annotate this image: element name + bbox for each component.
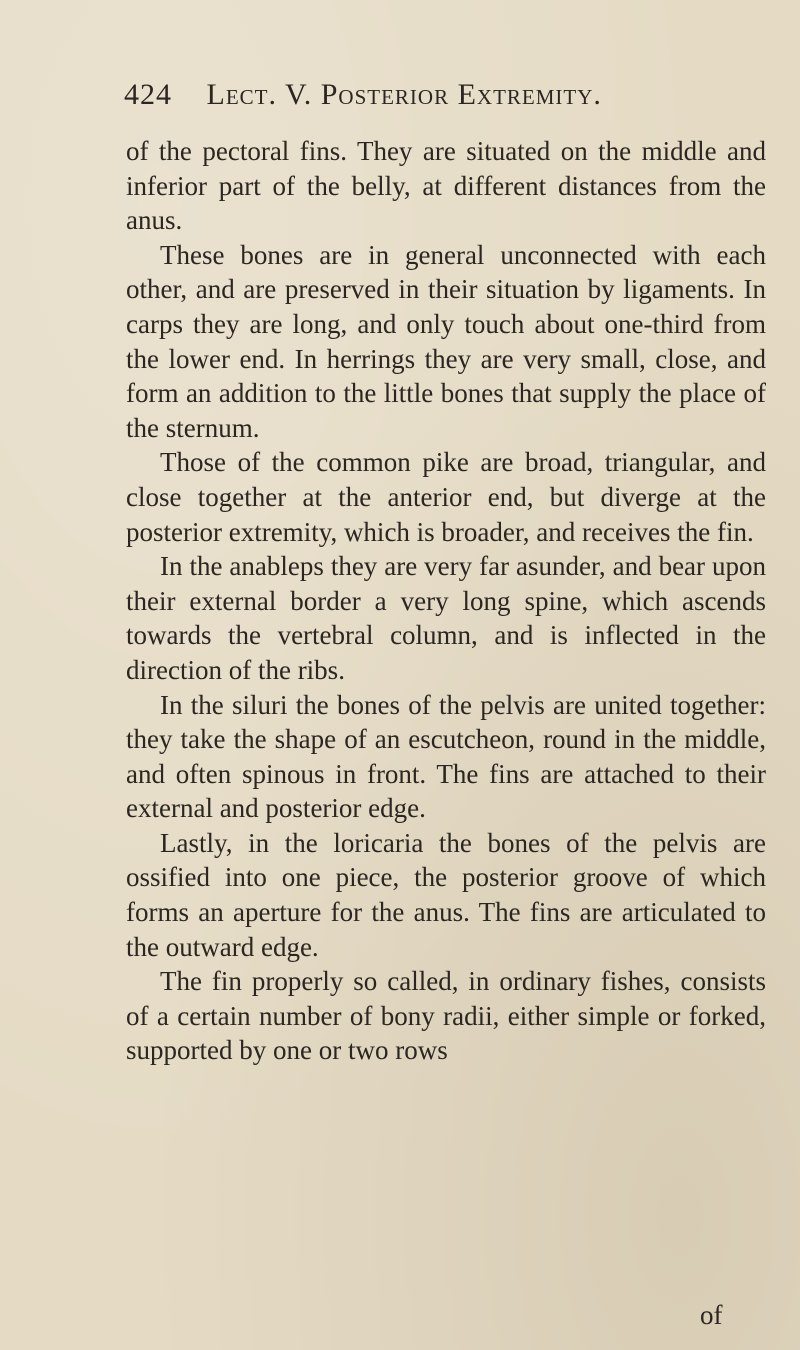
running-title: Lect. V. Posterior Extremity. [206, 78, 602, 111]
page-number: 424 [124, 78, 172, 111]
paragraph: Lastly, in the loricaria the bones of the pelvis are ossified into one piece, the posterior groove of which forms an aperture for the anus. The fins are articulated to the outward edge. [126, 827, 766, 962]
catchword: of [700, 1300, 723, 1330]
paragraph: The fin properly so called, in ordinary fishes, consists of a certain number of bony radii, either simple or forked, supported by one or two rows [126, 966, 766, 1066]
paragraph: of the pectoral fins. They are situated on the middle and inferior part of the belly, at different distances from the anus. [126, 136, 766, 236]
running-header [124, 78, 744, 112]
paragraph: Those of the common pike are broad, triangular, and close together at the anterior end, but diverge at the posterior extremity, which is broader, and receives the fin. [126, 447, 766, 547]
paragraph: In the siluri the bones of the pelvis are united together: they take the shape of an escutcheon, round in the middle, and often spinous in front. The fins are attached to their external and posterior edge. [126, 689, 766, 824]
body-text [126, 134, 766, 1068]
paragraph: In the anableps they are very far asunder, and bear upon their external border a very long spine, which ascends towards the vertebral column, and is inflected in the direction of the ribs. [126, 551, 766, 685]
paragraph: These bones are in general unconnected with each other, and are preserved in their situation by ligaments. In carps they are long, and only touch about one-third from the lower end. In herrings they are very small, close, and form an addition to the little bones that supply the place of the sternum. [126, 239, 766, 443]
